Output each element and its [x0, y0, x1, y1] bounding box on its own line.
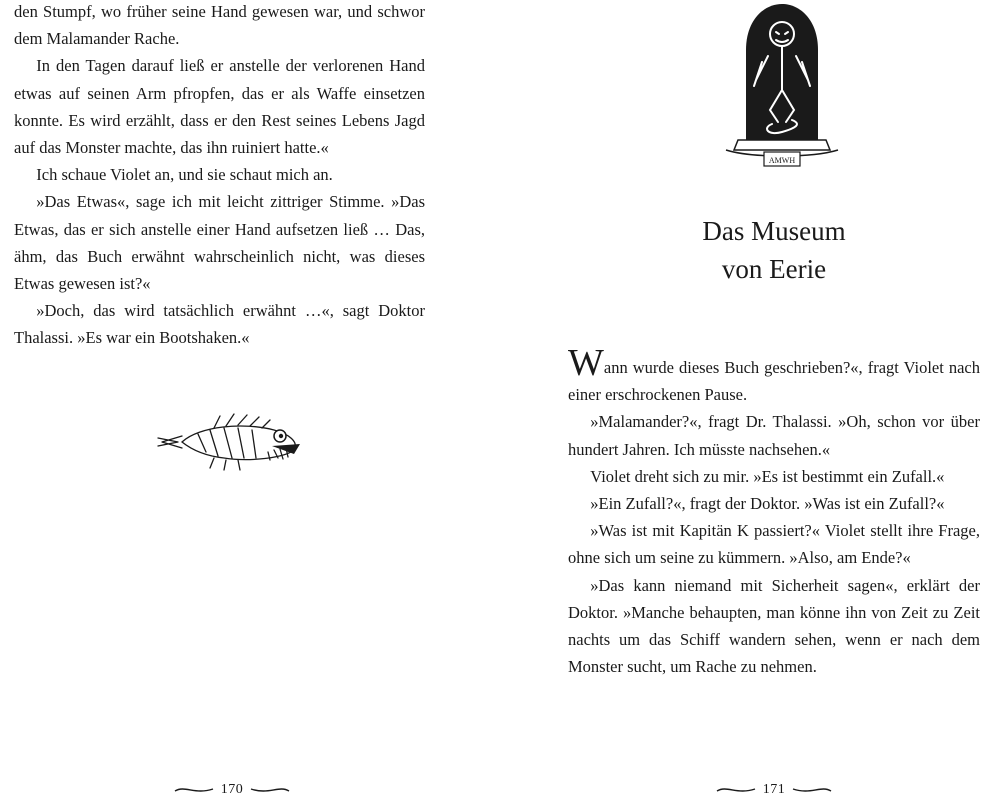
- right-paragraph-4: »Ein Zufall?«, fragt der Doktor. »Was ist ein Zufall?«: [590, 494, 945, 514]
- ornament-swirl-icon: [715, 785, 757, 795]
- chapter-title-line-1: Das Museum: [702, 216, 846, 246]
- left-page: [14, 0, 434, 800]
- page-number-left: [162, 780, 302, 800]
- page-number-171: 171: [762, 782, 786, 797]
- left-paragraph-5: »Doch, das wird tatsächlich erwähnt …«, sagt Doktor Thalassi. »Es war ein Bootshaken.«: [14, 301, 425, 348]
- right-paragraph-2: »Malamander?«, fragt Dr. Thalassi. »Oh, schon vor über hundert Jahren. Ich müsste nachsehen.«: [568, 412, 980, 459]
- chapter-title-line-2: von Eerie: [721, 254, 827, 284]
- right-paragraph-6: »Das kann niemand mit Sicherheit sagen«, erklärt der Doktor. »Manche behaupten, man könne ihn von Zeit zu Zeit nachts um das Schiff wandern sehen, wenn er nach dem Monster sucht, um Rache zu nehmen.: [568, 575, 980, 677]
- left-paragraph-3: Ich schaue Violet an, und sie schaut mich an.: [36, 165, 333, 185]
- dropcap-letter: W: [568, 342, 604, 384]
- right-paragraph-1: [568, 342, 980, 408]
- right-page: [568, 0, 980, 800]
- left-page-text: [14, 0, 425, 352]
- ornament-swirl-icon: [791, 785, 833, 795]
- right-paragraph-5: »Was ist mit Kapitän K passiert?« Violet stellt ihre Frage, ohne sich um seine zu kümmern. »Also, am Ende?«: [568, 521, 980, 568]
- ornament-swirl-icon: [249, 785, 291, 795]
- left-paragraph-1: den Stumpf, wo früher seine Hand gewesen war, und schwor dem Malamander Rache.: [14, 2, 425, 49]
- right-paragraph-1-text: ann wurde dieses Buch geschrieben?«, fragt Violet nach einer erschrockenen Pause.: [568, 358, 980, 405]
- page-number-right: [704, 780, 844, 800]
- ornament-swirl-icon: [173, 785, 215, 795]
- right-page-text: [568, 342, 980, 680]
- page-number-170: 170: [220, 782, 244, 797]
- left-paragraph-4: »Das Etwas«, sage ich mit leicht zittriger Stimme. »Das Etwas, das er sich anstelle einer Hand aufsetzen ließ … Das, ähm, das Buch erwähnt wahrscheinlich nicht, was dieses Etwas gewesen ist?«: [14, 192, 425, 294]
- chapter-title: [568, 212, 980, 288]
- anglerfish-illustration: [154, 412, 304, 472]
- right-paragraph-3: Violet dreht sich zu mir. »Es ist bestimmt ein Zufall.«: [590, 466, 945, 486]
- left-paragraph-2: In den Tagen darauf ließ er anstelle der verlorenen Hand etwas auf seinen Arm pfropfen, das er als Waffe einsetzen konnte. Es wird erzählt, dass er den Rest seines Lebens Jagd auf das Monster machte, das ihn ruiniert hatte.«: [14, 56, 425, 158]
- jar-label: AMWH: [768, 156, 796, 165]
